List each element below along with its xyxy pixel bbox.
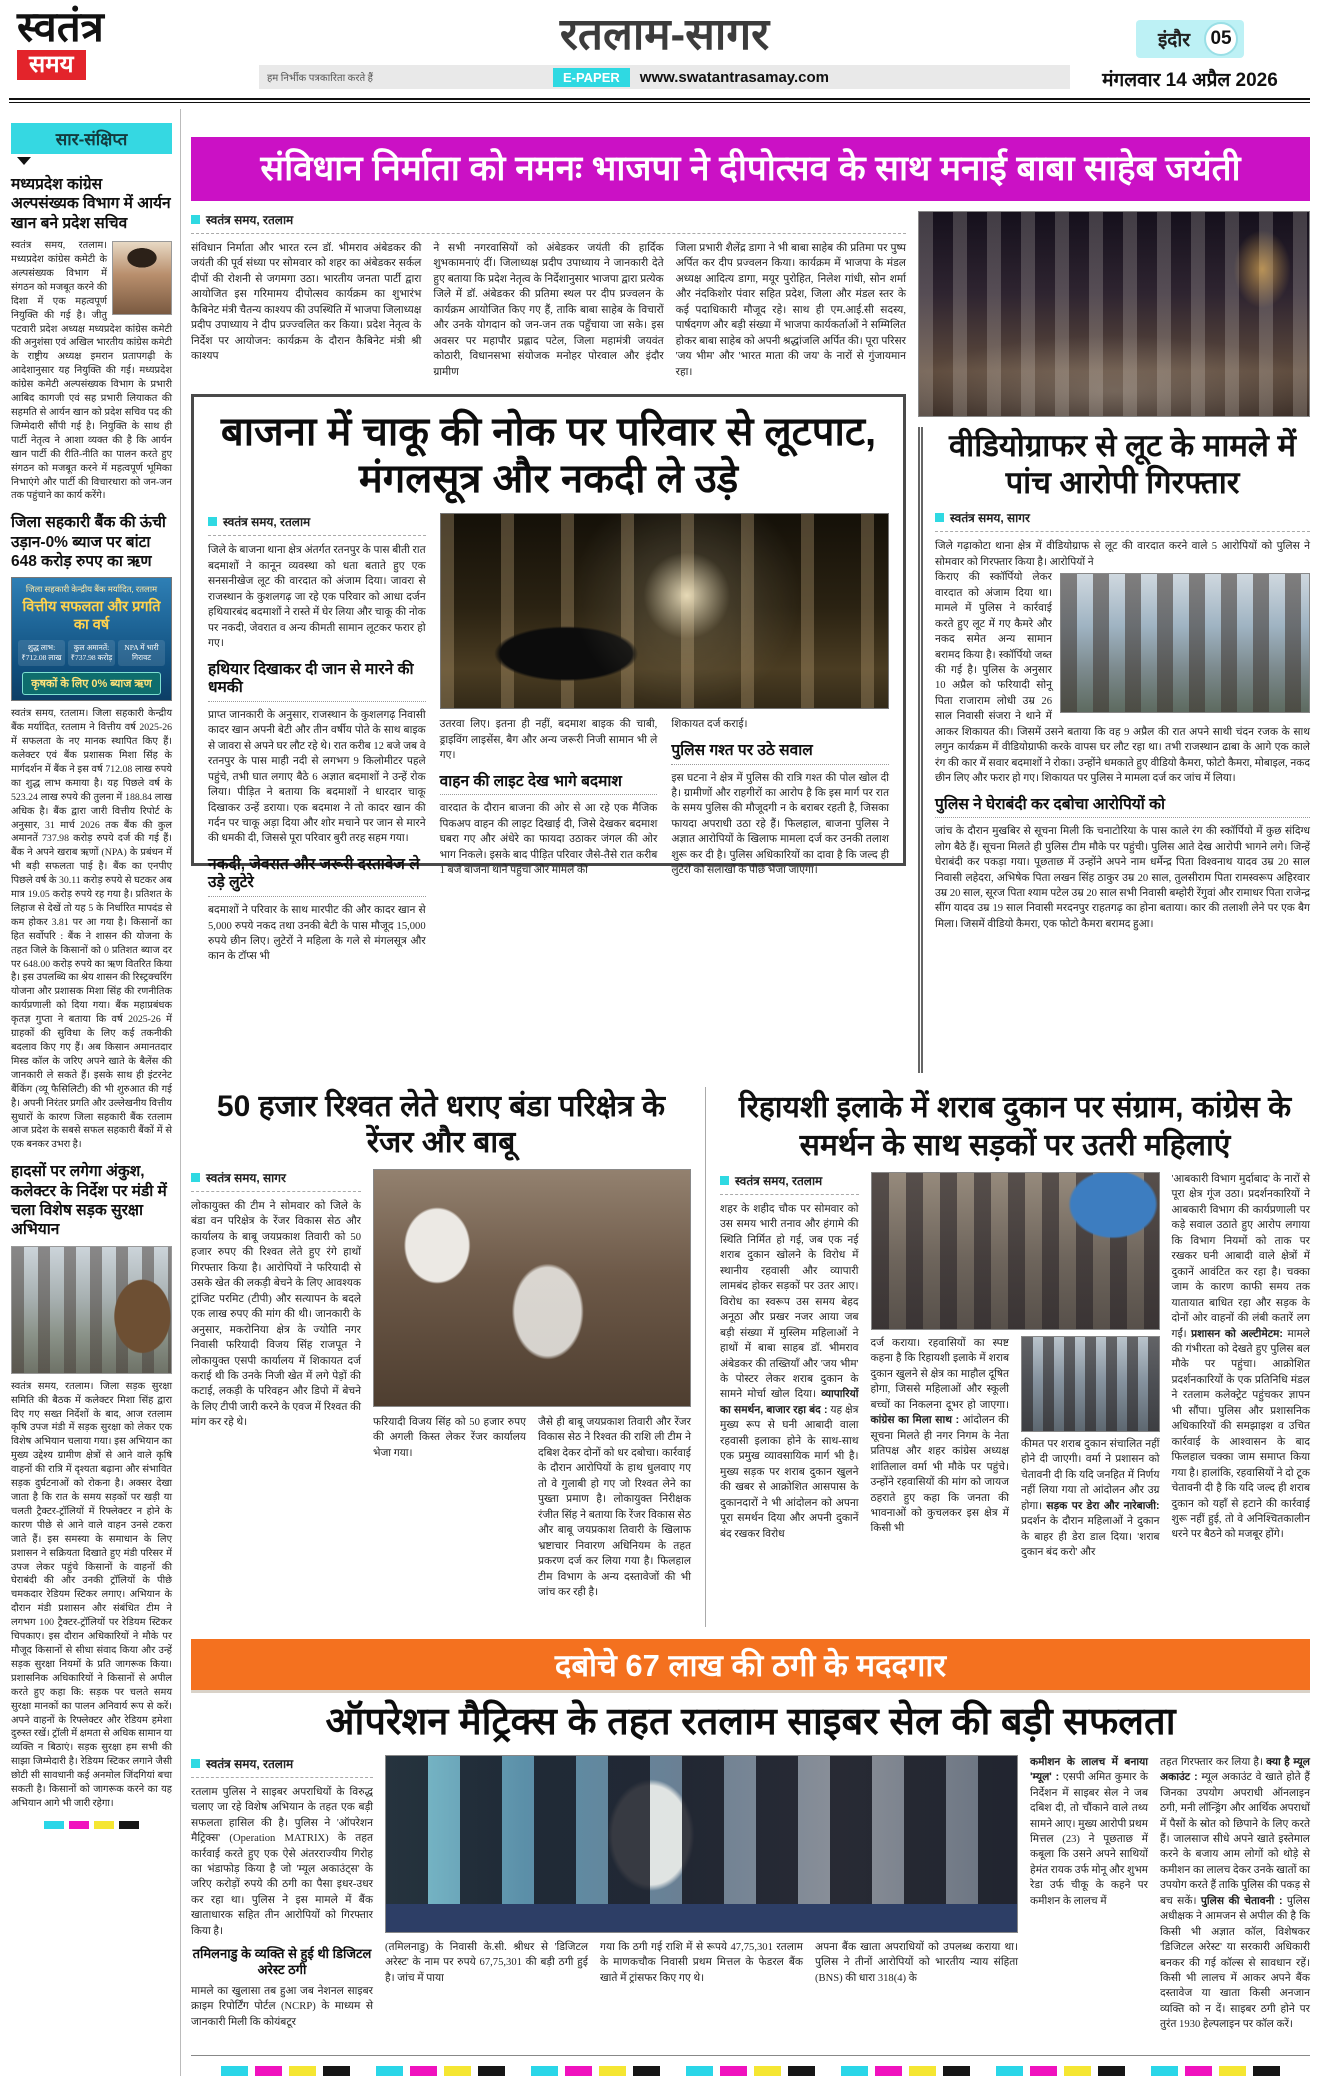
byline — [191, 1755, 373, 1778]
bank-poster-badge: कृषकों के लिए 0% ब्याज ऋण — [22, 672, 161, 695]
bold-lead: व्यापारियों का समर्थन, बाजार रहा बंद : — [720, 1388, 859, 1416]
byline-text: स्वतंत्र समय, सागर — [206, 1171, 286, 1185]
article-paragraph: फरियादी विजय सिंह को 50 हजार रुपए की अगली किस्त लेकर रेंजर कार्यालय भेजा गया। — [373, 1417, 526, 1459]
article-headline: वीडियोग्राफर से लूट के मामले में पांच आरोपी गिरफ्तार — [948, 428, 1297, 501]
photo-aryan-khan — [112, 241, 172, 315]
article-videographer-loot — [918, 427, 1310, 1073]
brief-body-text: स्वतंत्र समय, रतलाम। जिला सड़क सुरक्षा समिति की बैठक में कलेक्टर मिशा सिंह द्वारा दिए गए सख्त निर्देशों के बाद, आज रतलाम कृषि उपज मंडी में सड़क सुरक्षा को लेकर एक विशेष अभियान चलाया गया। इस अभियान का मुख्य उद्देश्य ग्रामीण क्षेत्रों से आने वाले कृषि वाहनों की रात्रि में दृश्यता बढ़ाना और संभावित सड़क दुर्घटनाओं को रोकना है। अक्सर देखा जाता है कि रात के समय सड़कों पर खड़ी या चलती ट्रैक्टर-ट्रॉलियों में रिफ्लेक्टर न होने के कारण पीछे से आने वाले वाहन उनसे टकरा जाते हैं। इस समस्या के समाधान के लिए प्रशासन ने सक्रियता दिखाते हुए मंडी परिसर में उपज लेकर पहुंचे किसानों के वाहनों की घेराबंदी की और उनकी ट्रॉलियों के पीछे चमकदार रेडियम स्टिकर लगाए। अभियान के दौरान मंडी प्रशासन और संबंधित टीम ने लगभग 100 ट्रैक्टर-ट्रॉलियों पर रेडियम स्टिकर चिपकाए। इस दौरान अधिकारियों ने मौके पर मौजूद किसानों से सीधा संवाद किया और उन्हें सड़क सुरक्षा नियमों के प्रति जागरूक किया। प्रशासनिक अधिकारियों ने किसानों से अपील करते हुए कहा कि: सड़क पर चलते समय सुरक्षा मानकों का पालन अनिवार्य रूप से करें। अपने वाहनों के रिफ्लेक्टर और रेडियम हमेशा दुरुस्त रखें। ट्रॉली में क्षमता से अधिक सामान या व्यक्ति न बिठाएं। सड़क सुरक्षा हम सभी की साझा जिम्मेदारी है। रेडियम स्टिकर लगाने जैसी छोटी सी सावधानी कई अनमोल जिंदगियां बचा सकती है। किसानों को जागरूक करने का यह अभियान आगे भी जारी रहेगा। — [11, 1380, 172, 1809]
brief-headline: हादसों पर लगेगा अंकुश, कलेक्टर के निर्देश पर मंडी में चला विशेष सड़क सुरक्षा अभियान — [11, 1163, 167, 1239]
article-paragraph — [720, 1202, 859, 1542]
black-mark — [943, 2066, 970, 2076]
byline-text: स्वतंत्र समय, सागर — [950, 511, 1030, 526]
article-paragraph: किराए की स्कॉर्पियो लेकर वारदात को अंजाम दिया था। मामले में पुलिस ने कार्रवाई करते हुए लूट में गए कैमरे और नकद समेत अन्य सामान बरामद किया है। स्कॉर्पियो जब्त की गई है। पुलिस के अनुसार 10 अप्रैल को फरियादी सोनू पिता राजाराम लोधी उम्र 26 साल निवासी संजरा ने थाने में आकर शिकायत की। जिसमें उसने बताया कि वह 9 अप्रैल की रात अपने साथी चंदन रजक के साथ लगुन कार्यक्रम में वीडियोग्राफी करके वापस घर लौट रहा था। तभी राजस्थान ढाबा के आगे एक काले रंग की कार में सवार बदमाशों ने रोका। उन्होंने धमकाते हुए वीडियो कैमरा, फोटो कैमरा, मोबाइल, नकद छीन लिए और फरार हो गए। शिकायत पर पुलिस ने मामला दर्ज कर जांच में लिया। — [935, 572, 1310, 785]
byline-bullet-icon — [720, 1176, 729, 1185]
brief-body — [11, 1380, 172, 1811]
article-column — [1030, 1755, 1148, 2043]
article-bajna-loot — [191, 394, 906, 963]
triangle-pointer-icon — [17, 157, 31, 165]
article-paragraph: अपना बैंक खाता अपराधियों को उपलब्ध कराया था। पुलिस ने तीनों आरोपियों को भारतीय न्याय संहिता (BNS) की धारा 318(4) के — [815, 1941, 1018, 1984]
magenta-mark — [410, 2066, 437, 2076]
newspaper-logo — [9, 3, 259, 80]
paragraph-text: म्यूल अकाउंट वे खाते होते हैं जिनका उपयोग अपराधी ऑनलाइन ठगी, मनी लॉन्ड्रिंग और आर्थिक अपराधों में पैसों के स्रोत को छिपाने के लिए करते हैं। जालसाज सीधे अपने खाते इस्तेमाल करने के बजाय आम लोगों को थोड़े से कमीशन का लालच देकर उनके खातों का उपयोग करते हैं ताकि पुलिस की पकड़ से बच सकें। — [1160, 1772, 1310, 1907]
sidebar-section-title-text: सार-संक्षिप्त — [55, 130, 128, 149]
photo-deepotsav-event — [918, 211, 1310, 417]
black-mark — [478, 2066, 505, 2076]
black-mark — [788, 2066, 815, 2076]
yellow-mark — [1064, 2066, 1091, 2076]
article-column — [1160, 1755, 1310, 2043]
article-column: जिला प्रभारी शैलेंद्र डागा ने भी बाबा साहेब की प्रतिमा पर पुष्प अर्पित कर दीप प्रज्वलन किया। कार्यक्रम में भाजपा के मंडल अध्यक्ष आदित्य डागा, मयूर पुरोहित, निलेश गांधी, सोन शर्मा और नंदकिशोर पंवार सहित प्रदेश, जिला और मंडल स्तर के कई पदाधिकारी मौजूद रहे। साथ ही एम.आई.सी सदस्य, पार्षदगण और बड़ी संख्या में भाजपा कार्यकर्ताओं ने सम्मिलित होकर बाबा साहेब को अपनी श्रद्धांजलि अर्पित की। पूरा परिसर 'जय भीम' और 'भारत माता की जय' के नारों से गुंजायमान रहा। — [675, 243, 906, 378]
photo-protest-crowd — [1021, 1336, 1160, 1432]
paragraph-text: कीमत पर शराब दुकान संचालित नहीं होने दी जाएगी। वर्मा ने प्रशासन को चेतावनी दी कि यदि जनहित में निर्णय नहीं लिया गया तो आंदोलन और उग्र होगा। — [1021, 1439, 1160, 1512]
byline — [720, 1172, 859, 1195]
paragraph-text: यह क्षेत्र मुख्य रूप से घनी आबादी वाला रहवासी इलाका होने के साथ-साथ एक प्रमुख व्यावसायिक मार्ग भी है। मुख्य सड़क पर शराब दुकान खुलने की खबर से आक्रोशित आसपास के दुकानदारों ने भी आंदोलन को अपना पूरा समर्थन दिया और अपनी दुकानें बंद रखकर विरोध — [720, 1404, 859, 1540]
black-mark — [1098, 2066, 1125, 2076]
cyan-mark — [686, 2066, 713, 2076]
photo-women-protest-ambedkar-poster — [871, 1172, 1160, 1330]
yellow-mark — [599, 2066, 626, 2076]
page-number: 05 — [1204, 22, 1238, 56]
logo-text-bottom: समय — [17, 50, 86, 80]
brief-headline: मध्यप्रदेश कांग्रेस अल्पसंख्यक विभाग में आर्यन खान बने प्रदेश सचिव — [11, 176, 171, 232]
article-paragraph: (तमिलनाडु) के निवासी के.सी. श्रीधर से 'डिजिटल अरेस्ट' के नाम पर रुपये 67,75,301 की बड़ी ठगी हुई है। जांच में पाया — [385, 1941, 588, 1984]
main-content — [181, 109, 1310, 2076]
issue-date: मंगलवार 14 अप्रैल 2026 — [1102, 70, 1278, 91]
bank-poster-stats — [18, 640, 165, 666]
yellow-mark — [909, 2066, 936, 2076]
article-headline: रिहायशी इलाके में शराब दुकान पर संग्राम, कांग्रेस के समर्थन के साथ सड़कों पर उतरी महिलाएं — [738, 1091, 1292, 1162]
yellow-mark — [94, 1821, 114, 1829]
brief-congress-appointment — [11, 175, 172, 503]
article-paragraph — [871, 1336, 1010, 1537]
epaper-badge[interactable]: E-PAPER — [553, 68, 630, 87]
paragraph-text: मामले की गंभीरता को देखते हुए पुलिस बल मौके पर पहुंचा। आक्रोशित प्रदर्शनकारियों के एक प्रतिनिधि मंडल ने रतलाम कलेक्ट्रेट पहुंचकर ज्ञापन भी सौंपा। पुलिस और प्रशासनिक अधिकारियों की समझाइश व उचित कार्रवाई के आश्वासन के बाद फिलहाल चक्का जाम समाप्त किया गया है। हालांकि, रहवासियों ने दो टूक चेतावनी दी है कि यदि जल्द ही शराब दुकान को यहाँ से हटाने की कार्रवाई शुरू नहीं हुई, तो वे अनिश्चितकालीन धरने पर बैठने को मजबूर होंगे। — [1171, 1328, 1310, 1541]
article-paragraph: गया कि ठगी गई राशि में से रूपये 47,75,301 रतलाम के माणकचौक निवासी प्रथम मित्तल के फेडरल बैंक खाते में ट्रांसफर किए गए थे। — [600, 1941, 803, 1984]
article-paragraph — [1172, 1172, 1311, 1543]
article-deepotsav — [191, 211, 906, 380]
magenta-mark — [875, 2066, 902, 2076]
article-paragraph: प्राप्त जानकारी के अनुसार, राजस्थान के कुशलगढ़ निवासी कादर खान अपनी बेटी और तीन वर्षीय पोते के साथ बाइक से जावरा से अपने घर लौट रहे थे। रात करीब 12 बजे जब वे रतनपुर के पास माही नदी से लगभग 9 किलोमीटर पहले पहुंचे, तभी घात लगाए बैठे 6 अज्ञात बदमाशों ने उन्हें रोक लिया। पीड़ित ने बताया कि बदमाशों ने धारदार चाकू दिखाकर उन्हें डराया। एक बदमाश ने तो कादर खान की गर्दन पर चाकू अड़ा दिया और शोर मचाने पर जान से मारने की धमकी दी, जिससे पूरा परिवार बुरी तरह सहम गया। — [208, 709, 426, 845]
article-column — [373, 1415, 526, 1587]
article-headline: ऑपरेशन मैट्रिक्स के तहत रतलाम साइबर सेल की बड़ी सफलता — [325, 1701, 1176, 1743]
paragraph-text: एसपी अमित कुमार के निर्देशन में साइबर सेल ने जब दबिश दी, तो चौंकाने वाले तथ्य सामने आए। मुख्य आरोपी प्रथम मित्तल (23) ने पूछताछ में कबूला कि उसने अपने साथियों हेमंत रायक उर्फ मोनू और शुभम रेडा उर्फ चीकू के कहने पर कमीशन के लालच में — [1030, 1772, 1149, 1907]
black-mark — [119, 1821, 139, 1829]
article-headline: 50 हजार रिश्वत लेते धराए बंडा परिक्षेत्र के रेंजर और बाबू — [216, 1090, 666, 1159]
byline-bullet-icon — [935, 513, 944, 522]
bold-lead: सड़क पर डेरा और नारेबाजी: — [1046, 1499, 1160, 1512]
paragraph-text: आंदोलन की सूचना मिलते ही नगर निगम के नेता प्रतिपक्ष और शहर कांग्रेस अध्यक्ष शांतिलाल वर्मा भी मौके पर पहुंचे। उन्होंने रहवासियों की मांग को जायज ठहराते हुए कहा कि जनता की भावनाओं को कुचलकर इस क्षेत्र में किसी भी — [870, 1415, 1009, 1535]
article-column — [191, 1169, 361, 1587]
masthead — [9, 0, 1310, 96]
magenta-mark — [1185, 2066, 1212, 2076]
article-column — [191, 1755, 373, 2043]
cmyk-group — [1151, 2066, 1280, 2076]
yellow-mark — [1219, 2066, 1246, 2076]
article-column — [1172, 1172, 1311, 1561]
article-paragraph — [1030, 1755, 1148, 1910]
article-paragraph: शिकायत दर्ज कराई। — [671, 719, 748, 731]
article-subhead: पुलिस ने घेराबंदी कर दबोचा आरोपियों को — [935, 796, 1310, 819]
website-link[interactable]: www.swatantrasamay.com — [639, 68, 830, 86]
stat-npa: NPA में भारी गिरावट — [118, 640, 165, 666]
black-mark — [323, 2066, 350, 2076]
yellow-mark — [754, 2066, 781, 2076]
article-paragraph: मामले का खुलासा तब हुआ जब नेशनल साइबर क्राइम रिपोर्टिंग पोर्टल (NCRP) के माध्यम से जानकारी मिली कि कोयंबटूर — [191, 1985, 373, 2028]
article-liquor-protest — [705, 1087, 1310, 1627]
cyan-mark — [531, 2066, 558, 2076]
byline-bullet-icon — [191, 1759, 200, 1768]
brief-cooperative-bank — [11, 513, 172, 1152]
article-paragraph: इस घटना ने क्षेत्र में पुलिस की रात्रि गश्त की पोल खोल दी है। ग्रामीणों और राहगीरों का आरोप है कि इस मार्ग पर रात के समय पुलिस की मौजूदगी न के बराबर रहती है, जिसका फायदा अपराधी उठा रहे हैं। फिलहाल, बाजना पुलिस ने अज्ञात आरोपियों के खिलाफ मामला दर्ज कर उनकी तलाश शुरू कर दी है। पुलिस अधिकारियों का दावा है कि जल्द ही लुटेरों को सलाखों के पीछे भेजा जाएगा। — [671, 772, 889, 877]
bold-lead: कमीशन के लालच में बनाया 'म्यूल' : — [1030, 1755, 1148, 1784]
byline-bullet-icon — [208, 517, 217, 526]
magenta-mark — [565, 2066, 592, 2076]
epaper-strip — [259, 65, 1070, 89]
byline — [208, 513, 426, 536]
city-label: इंदौर — [1157, 30, 1191, 51]
brief-body — [11, 707, 172, 1152]
byline-text: स्वतंत्र समय, रतलाम — [735, 1174, 823, 1188]
brief-headline: जिला सहकारी बैंक की ऊंची उड़ान-0% ब्याज पर बांटा 648 करोड़ रुपए का ऋण — [11, 514, 166, 571]
cmyk-group — [686, 2066, 815, 2076]
article-bribe-ranger — [191, 1087, 691, 1627]
paragraph-text: 'आबकारी विभाग मुर्दाबाद' के नारों से पूरा क्षेत्र गूंज उठा। प्रदर्शनकारियों ने आबकारी विभाग की कार्यप्रणाली पर कड़े सवाल उठाते हुए आरोप लगाया कि विभाग नियमों को ताक पर रखकर घनी आबादी वाले क्षेत्रों में दुकानें आवंटित कर रहा है। चक्का जाम के कारण काफी समय तक यातायात बाधित रहा और सड़क के दोनों ओर वाहनों की लंबी कतारें लग गईं। — [1171, 1174, 1310, 1340]
bold-lead: क्या है म्यूल अकाउंट : — [1160, 1755, 1310, 1784]
article-subhead: हथियार दिखाकर दी जान से मारने की धमकी — [208, 661, 426, 702]
article-paragraph: बदमाशों ने परिवार के साथ मारपीट की और कादर खान से 5,000 रुपये नकद तथा उनकी बेटी के पास मौजूद 15,000 रुपये छीन लिए। लुटेरों ने महिला के गले से मंगलसूत्र और कान के टॉप्स भी — [208, 905, 426, 963]
sidebar-section-title — [11, 123, 172, 154]
cmyk-group — [531, 2066, 660, 2076]
article-subhead: तमिलनाडु के व्यक्ति से हुई थी डिजिटल अरेस्ट ठगी — [192, 1946, 372, 1978]
article-paragraph: जिले के बाजना थाना क्षेत्र अंतर्गत रतनपुर के पास बीती रात बदमाशों ने कानून व्यवस्था को धता बताते हुए एक सनसनीखेज लूट की वारदात को अंजाम दिया। जावरा से राजस्थान के कुशलगढ़ जा रहे एक परिवार को आधा दर्जन हथियारबंद बदमाशों ने रास्ते में घेर लिया और चाकू की नोक पर नकदी, जेवरात व अन्य कीमती सामान लूटकर फरार हो गए। — [208, 545, 426, 650]
logo-text-top: स्वतंत्र — [17, 3, 104, 50]
cyan-mark — [221, 2066, 248, 2076]
byline-text: स्वतंत्र समय, रतलाम — [206, 1756, 294, 1771]
byline-text: स्वतंत्र समय, रतलाम — [223, 515, 311, 530]
article-paragraph: उतरवा लिए। इतना ही नहीं, बदमाश बाइक की चाबी, ड्राइविंग लाइसेंस, बैग और अन्य जरूरी निजी सामान भी ले गए। — [439, 719, 658, 762]
brief-body — [11, 239, 172, 503]
cmyk-group — [996, 2066, 1125, 2076]
byline — [191, 211, 906, 234]
black-mark — [633, 2066, 660, 2076]
paragraph-text: शहर के शहीद चौक पर सोमवार को उस समय भारी तनाव और हंगामे की स्थिति निर्मित हो गई, जब एक नई शराब दुकान खोलने के विरोध में स्थानीय रहवासी और व्यापारी लामबंद होकर सड़कों पर उतर आए। विरोध का स्वरूप उस समय बेहद अनूठा और प्रखर नजर आया जब बड़ी संख्या में मुस्लिम महिलाओं ने हाथों में बाबा साहब डॉ. भीमराव अंबेडकर की तख्तियाँ और 'जय भीम' के पोस्टर लेकर शराब दुकान के सामने मोर्चा खोल दिया। — [720, 1204, 859, 1401]
bold-lead: पुलिस की चेतावनी : — [1200, 1894, 1283, 1907]
photo-arrested-accused — [1060, 573, 1310, 713]
article-column — [671, 717, 889, 877]
article-paragraph: रतलाम पुलिस ने साइबर अपराधियों के विरुद्ध चलाए जा रहे विशेष अभियान के तहत एक बड़ी सफलता हासिल की है। पुलिस ने 'ऑपरेशन मैट्रिक्स' (Operation MATRIX) के तहत कार्रवाई करते हुए एक ऐसे अंतरराज्यीय गिरोह का भंडाफोड़ किया है जो 'म्यूल अकाउंट्स' के जरिए करोड़ों रुपये की ठगी का पैसा इधर-उधर कर रहा था। पुलिस ने इस मामले में बैंक खाताधारक सहित तीन आरोपियों को गिरफ्तार किया है। — [191, 1786, 373, 1937]
masthead-right — [1070, 6, 1310, 92]
masthead-divider — [9, 98, 1310, 103]
photo-lokayukta-raid-office — [373, 1169, 691, 1407]
cyan-mark — [376, 2066, 403, 2076]
magenta-mark — [1030, 2066, 1057, 2076]
article-column — [439, 717, 658, 877]
cyan-mark — [996, 2066, 1023, 2076]
bank-poster-title: वित्तीय सफलता और प्रगति का वर्ष — [22, 599, 161, 633]
bank-poster-org: जिला सहकारी केन्द्रीय बैंक मर्यादित, रतलाम — [25, 584, 158, 595]
article-center-block — [385, 1755, 1018, 2043]
cmyk-color-bar — [11, 1821, 172, 1829]
paragraph-text: तहत गिरफ्तार कर लिया है। — [1160, 1756, 1264, 1768]
cmyk-group — [221, 2066, 350, 2076]
cmyk-group — [841, 2066, 970, 2076]
cyan-mark — [841, 2066, 868, 2076]
article-paragraph — [1160, 1755, 1310, 2033]
stat-deposits: कुल अमानतें: ₹737.98 करोड़ — [68, 640, 115, 666]
brief-body-text: स्वतंत्र समय, रतलाम। मध्यप्रदेश कांग्रेस कमेटी के अल्पसंख्यक विभाग में संगठन को मजबूत करने की दिशा में एक महत्वपूर्ण नियुक्ति की गई है। जीतु पटवारी प्रदेश अध्यक्ष मध्यप्रदेश कांग्रेस कमेटी की अनुशंसा एवं अखिल भारतीय कांग्रेस कमेटी के राष्ट्रीय अध्यक्ष इमरान प्रतापगढ़ी के आदेशानुसार यह नियुक्ति की गई। मध्यप्रदेश कांग्रेस कमेटी अल्पसंख्यक विभाग के प्रभारी आबिद कागजी एवं सह प्रभारी लियाकत की सहमति से आर्यन खान को प्रदेश सचिव पद की जिम्मेदारी सौंपी गई है। नियुक्ति के साथ ही पार्टी नेतृत्व ने आशा व्यक्त की है कि आर्यन खान पार्टी की रीति-नीति का पालन करते हुए संगठन को मजबूत करने में महत्वपूर्ण भूमिका निभाएंगे और पार्टी की विचारधारा को जन-जन तक पहुंचाने का कार्य करेंगे। — [11, 240, 172, 502]
yellow-mark — [289, 2066, 316, 2076]
byline-bullet-icon — [191, 1173, 200, 1182]
bank-poster-image — [11, 577, 172, 701]
yellow-mark — [444, 2066, 471, 2076]
bold-lead: प्रशासन को अल्टीमेटम: — [1191, 1327, 1283, 1340]
magenta-mark — [255, 2066, 282, 2076]
banner-headline: दबोचे 67 लाख की ठगी के मददगार — [191, 1639, 1310, 1693]
article-column — [538, 1415, 691, 1598]
lead-headline: संविधान निर्माता को नमनः भाजपा ने दीपोत्सव के साथ मनाई बाबा साहेब जयंती — [191, 137, 1310, 201]
cyan-mark — [1151, 2066, 1178, 2076]
photo-cyber-cell-office — [385, 1755, 1018, 1933]
article-column: ने सभी नगरवासियों को अंबेडकर जयंती की हार्दिक शुभकामनाएं दीं। जिलाध्यक्ष प्रदीप उपाध्याय ने जानकारी देते हुए बताया कि प्रदेश नेतृत्व के निर्देशानुसार भाजपा द्वारा प्रत्येक जिले में डॉ. अंबेडकर की प्रतिमा स्थल पर दीप प्रज्वलन के कार्यक्रम आयोजित किए गए हैं, ताकि बाबा साहेब के विचारों और उनके योगदान को जन-जन तक पहुँचाया जा सके। इस अवसर पर महापौर प्रह्लाद पटेल, जिला महामंत्री जयवंत कोठारी, विधानसभा संयोजक मनोहर पोरवाल और इंदौर ग्रामीण — [433, 243, 664, 378]
byline-bullet-icon — [191, 215, 200, 224]
black-mark — [1253, 2066, 1280, 2076]
article-subhead: पुलिस गश्त पर उठे सवाल — [671, 742, 889, 765]
article-headline: बाजना में चाकू की नोक पर परिवार से लूटपाट, मंगलसूत्र और नकदी ले उड़े — [220, 410, 877, 502]
brief-body-text: स्वतंत्र समय, रतलाम। जिला सहकारी केन्द्रीय बैंक मर्यादित, रतलाम ने वित्तीय वर्ष 2025-26 में सफलता के नए मानक स्थापित किए हैं। कलेक्टर एवं बैंक प्रशासक मिशा सिंह के मार्गदर्शन में बैंक ने इस वर्ष 712.08 लाख रुपये का शुद्ध लाभ कमाया है। यह पिछले वर्ष के 523.24 लाख रुपये की तुलना में 188.84 लाख अधिक है। बैंक द्वारा जारी वित्तीय रिपोर्ट के अनुसार, 31 मार्च 2026 तक बैंक की कुल अमानतें 737.98 करोड़ रुपये दर्ज की गई हैं। बैंक ने अपने खराब ऋणों (NPA) के प्रबंधन में भी बड़ी सफलता पाई है। बैंक का एनपीए पिछले वर्ष के 30.11 करोड़ रुपये से घटकर अब मात्र 19.05 करोड़ रुपये रह गया है। प्रतिशत के लिहाज से देखें तो यह 5 के निर्धारित मापदंड से कम होकर 3.81 पर आ गया है। किसानों का हित सर्वोपरि : बैंक ने शासन की योजना के तहत जिले के किसानों को 0 प्रतिशत ब्याज दर पर 648.00 करोड़ रुपये का ऋण वितरित किया है। इस उपलब्धि का श्रेय शासन की रिस्ट्रक्चरिंग योजना और प्रशासक मिशा सिंह की रणनीतिक कार्यप्रणाली को दिया गया। बैंक महाप्रबंधक कृतज्ञ गुप्ता ने बताया कि वर्ष 2025-26 में ग्राहकों की सुविधा के लिए कई तकनीकी बदलाव किए गए हैं। अब किसान अमानतदार मिस्ड कॉल के जरिए अपने खाते के बैलेंस की जानकारी ले सकते हैं। इसके साथ ही इंटरनेट बैंकिंग (व्यू फैसिलिटी) की भी शुरुआत की गई है। अपनी निरंतर प्रगति और उल्लेखनीय वित्तीय सुधारों के कारण जिला सहकारी बैंक रतलाम आज प्रदेश के सबसे सफल सहकारी बैंकों में से एक बनकर उभरा है। — [11, 708, 172, 1151]
article-paragraph: जांच के दौरान मुखबिर से सूचना मिली कि चनाटोरिया के पास काले रंग की स्कॉर्पियो में कुछ संदिग्ध लोग बैठे हैं। सूचना मिलते ही पुलिस टीम मौके पर पहुंची। पुलिस आते देख आरोपी भागने लगे। जिन्हें घेराबंदी कर पकड़ा गया। पूछताछ में उन्होंने अपने नाम धर्मेन्द्र पिता विश्वनाथ यादव उम्र 20 साल निवासी लहेदरा, अभिषेक पिता लखन सिंह ठाकुर उम्र 20 साल, तुलसीराम पिता रामस्वरूप अहिरवार उम्र 20 साल, सूरज पिता श्याम पटेल उम्र 20 साल सभी निवासी बम्होरी रेंगुवां और रामाधर पिता राजेन्द्र सींग यादव उम्र 19 साल निवासी मरदनपुर राहतगढ़ का होना बताया। कार की तलाशी लेने पर एक बैग मिला। जिसमें वीडियो कैमरा, एक फोटो कैमरा बरामद हुआ। — [935, 826, 1310, 930]
photo-mandi-campaign — [11, 1246, 172, 1374]
bold-lead: कांग्रेस का मिला साथ : — [870, 1414, 960, 1427]
article-paragraph: जिले गढ़ाकोटा थाना क्षेत्र में वीडियोग्राफ से लूट की वारदात करने वाले 5 आरोपियों को पुलिस ने सोमवार को गिरफ्तार किया है। आरोपियों ने — [935, 541, 1310, 568]
byline — [935, 509, 1310, 532]
article-column — [1021, 1336, 1160, 1561]
article-paragraph: वारदात के दौरान बाजना की ओर से आ रहे एक मैजिक पिकअप वाहन की लाइट दिखाई दी, जिसे देखकर बदमाश घबरा गए और अंधेरे का फायदा उठाकर जंगल की ओर भाग निकले। इसके बाद पीड़ित परिवार जैसे-तैसे रात करीब 1 बजे बाजना थाने पहुंचा और मामले की — [439, 803, 658, 877]
article-subhead: नकदी, जेवरात और जरूरी दस्तावेज ले उड़े लुटेरे — [208, 856, 426, 897]
article-column — [208, 513, 426, 963]
paragraph-text: पुलिस अधीक्षक ने आमजन से अपील की है कि किसी भी अज्ञात कॉल, विशेषकर 'डिजिटल अरेस्ट' या सरकारी अधिकारी बनकर की गई कॉल्स से सावधान रहें। किसी भी लालच में आकर अपने बैंक दस्तावेज या खाता किसी अनजान व्यक्ति को न दें। साइबर ठगी होने पर तुरंत 1930 हेल्पलाइन पर कॉल करें। — [1160, 1895, 1310, 2031]
article-paragraph: लोकायुक्त की टीम ने सोमवार को जिले के बंडा वन परिक्षेत्र के रेंजर विकास सेठ और कार्यालय के बाबू जयप्रकाश तिवारी को 50 हजार रुपए की रिश्वत लेते हुए रंगे हाथों गिरफ्तार किया है। आरोपियों ने फरियादी से उसके खेत की लकड़ी बेचने के लिए आवश्यक ट्रांजिट परमिट (टीपी) और सत्यापन के बदले एक लाख रुपए की मांग की थी। जानकारी के अनुसार, मकरोनिया क्षेत्र के ज्योति नगर निवासी फरियादी विजय सिंह राजपूत ने लोकायुक्त एसपी कार्यालय में शिकायत दर्ज कराई थी कि उनके निजी खेत में लगे पेड़ों की कटाई, लकड़ी के परिवहन और डिपो में बेचने के लिए टीपी जारी करने के एवज में रिश्वत की मांग कर रहे थे। — [191, 1201, 361, 1429]
byline-text: स्वतंत्र समय, रतलाम — [206, 213, 294, 227]
edition-title: रतलाम-सागर — [559, 10, 770, 59]
article-cyber-matrix — [191, 1701, 1310, 2043]
tagline: हम निर्भीक पत्रकारिता करते हैं — [267, 73, 373, 85]
city-page-badge — [1136, 20, 1244, 58]
masthead-center — [259, 6, 1070, 89]
article-paragraph — [1021, 1437, 1160, 1561]
brief-road-safety — [11, 1162, 172, 1811]
article-column — [720, 1172, 859, 1561]
article-paragraph: जैसे ही बाबू जयप्रकाश तिवारी और रेंजर विकास सेठ ने रिश्वत की राशि ली टीम ने दबिश देकर दोनों को धर दबोचा। कार्रवाई के दौरान आरोपियों के हाथ धुलवाए गए तो वे गुलाबी हो गए जो रिश्वत लेने का पुख्ता प्रमाण है। लोकायुक्त निरीक्षक रंजीत सिंह ने बताया कि रेंजर विकास सेठ और बाबू जयप्रकाश तिवारी के खिलाफ भ्रष्टाचार निवारण अधिनियम के तहत प्रकरण दर्ज कर लिया गया है। फिलहाल टीम विभाग के अन्य दस्तावेजों की भी जांच कर रही है। — [538, 1417, 691, 1598]
registration-marks — [191, 2056, 1310, 2076]
paragraph-text: प्रदर्शन के दौरान महिलाओं ने दुकान के बाहर ही डेरा डाल दिया। 'शराब दुकान बंद करो' और — [1021, 1516, 1160, 1559]
magenta-mark — [720, 2066, 747, 2076]
article-column: संविधान निर्माता और भारत रत्न डॉ. भीमराव अंबेडकर की जयंती की पूर्व संध्या पर सोमवार को शहर का अंबेडकर सर्कल दीपों की रोशनी से जगमगा उठा। भारतीय जनता पार्टी द्वारा आयोजित इस गरिमामय दीपोत्सव कार्यक्रम का शुभारंभ कैबिनेट मंत्री चैतन्य काश्यप की उपस्थिति में भाजपा जिलाध्यक्ष प्रदीप उपाध्याय ने दीप प्रज्ज्वलित कर किया। प्रदेश नेतृत्व के निर्देश पर आयोजन: कार्यक्रम के दौरान कैबिनेट मंत्री श्री काश्यप — [191, 243, 422, 363]
article-subhead: वाहन की लाइट देख भागे बदमाश — [440, 773, 658, 796]
photo-bajna-night-scene — [440, 513, 889, 709]
stat-net-profit: शुद्ध लाभ: ₹712.08 लाख — [18, 640, 65, 666]
byline — [191, 1169, 361, 1192]
magenta-mark — [69, 1821, 89, 1829]
cyan-mark — [44, 1821, 64, 1829]
sidebar-briefs — [9, 109, 181, 2076]
article-column — [871, 1336, 1010, 1561]
cmyk-group — [376, 2066, 505, 2076]
paragraph-text: दर्ज कराया। रहवासियों का स्पष्ट कहना है कि रिहायशी इलाके में शराब दुकान खुलने से क्षेत्र का माहौल दूषित होगा, जिससे महिलाओं और स्कूली बच्चों का निकलना दूभर हो जाएगा। — [870, 1338, 1009, 1411]
